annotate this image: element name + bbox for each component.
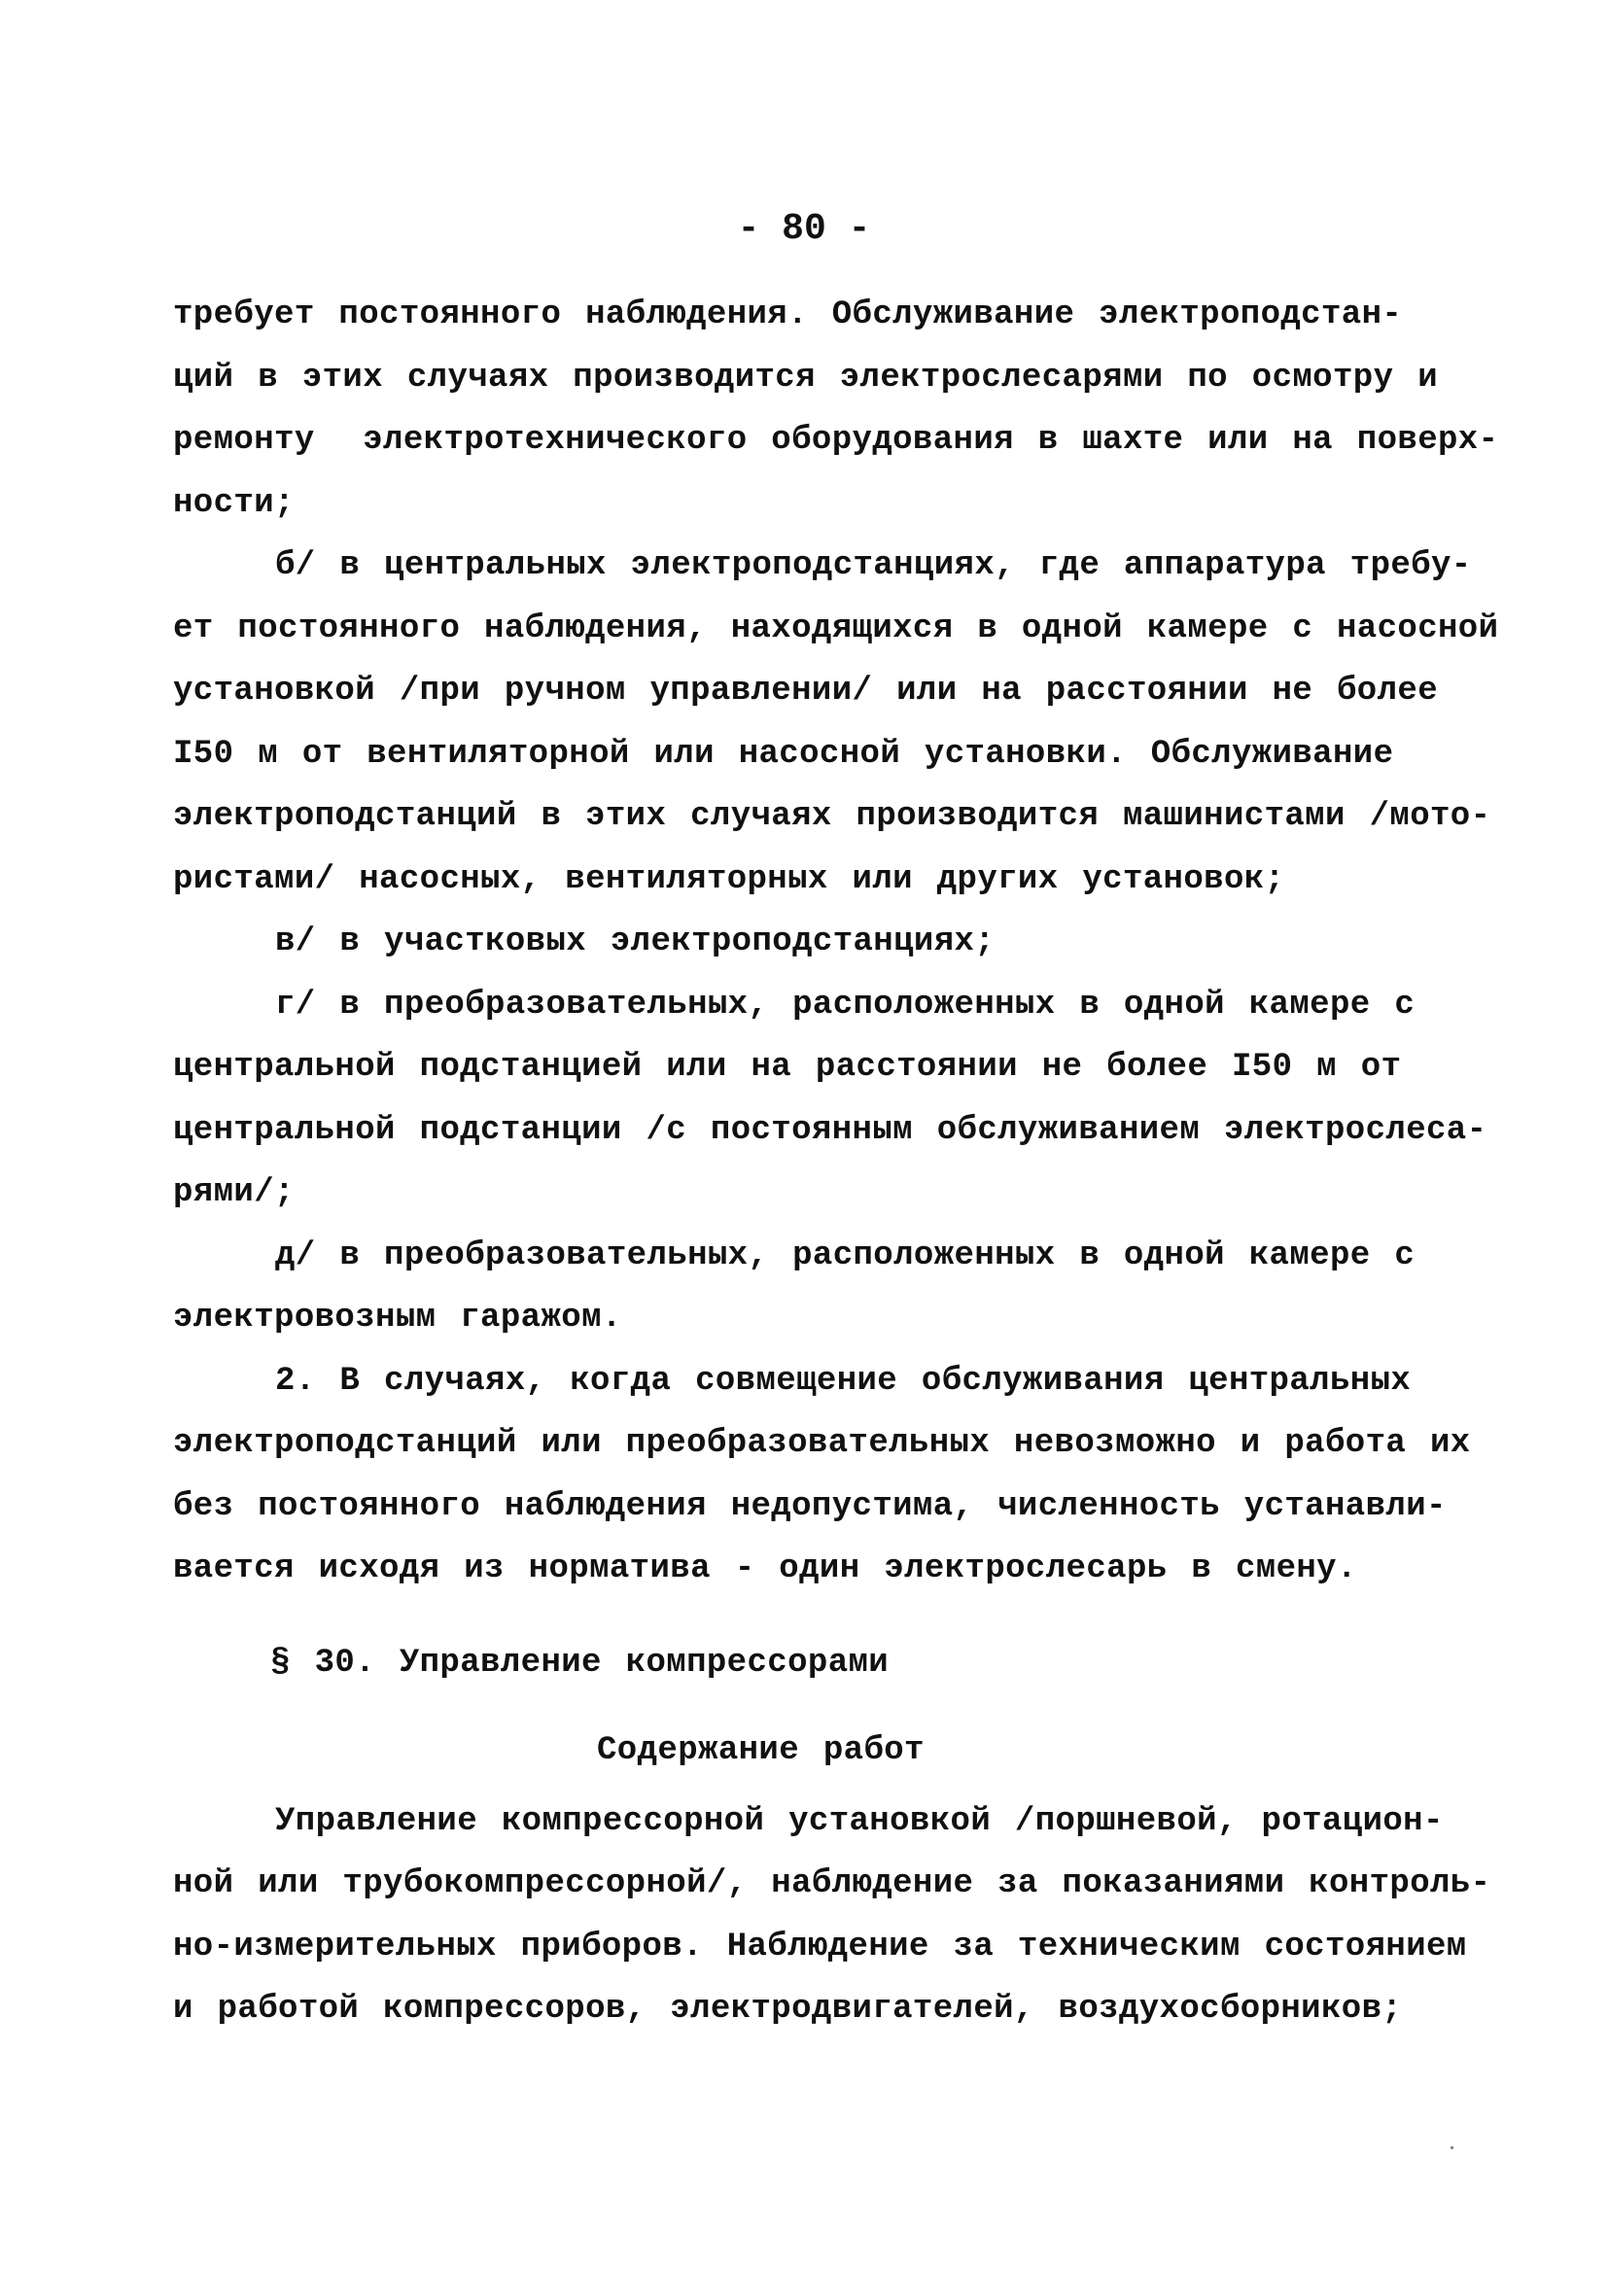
- text-line: установкой /при ручном управлении/ или на расстоянии не более: [173, 673, 1439, 710]
- text-line: ной или трубокомпрессорной/, наблюдение за показаниями контроль-: [173, 1865, 1491, 1902]
- sub-heading: Содержание работ: [597, 1732, 925, 1769]
- text-line: без постоянного наблюдения недопустима, численность устанавли-: [173, 1487, 1447, 1525]
- paragraph-2: 2. В случаях, когда совмещение обслуживания центральных: [275, 1362, 1412, 1400]
- section-paragraph: Управление компрессорной установкой /поршневой, ротацион-: [275, 1802, 1444, 1840]
- list-item-b: б/ в центральных электроподстанциях, где аппаратура требу-: [275, 547, 1472, 584]
- list-item-v: в/ в участковых электроподстанциях;: [275, 923, 996, 960]
- text-line: ристами/ насосных, вентиляторных или других установок;: [173, 860, 1285, 898]
- text-line: рями/;: [173, 1174, 295, 1211]
- text-line: электровозным гаражом.: [173, 1300, 622, 1337]
- section-heading: § 30. Управление компрессорами: [270, 1644, 890, 1682]
- text-line: и работой компрессоров, электродвигателей, воздухосборников;: [173, 1991, 1403, 2028]
- list-item-d: д/ в преобразовательных, расположенных в одной камере с: [275, 1236, 1416, 1274]
- text-line: ности;: [173, 484, 295, 522]
- text-line: ремонту электротехнического оборудования в шахте или на поверх-: [173, 422, 1499, 459]
- page-number: - 80 -: [737, 208, 871, 250]
- text-line: центральной подстанции /с постоянным обслуживанием электрослеса-: [173, 1111, 1487, 1149]
- scan-speck: [1451, 2146, 1453, 2149]
- text-line: ций в этих случаях производится электрослесарями по осмотру и: [173, 359, 1439, 397]
- text-line: электроподстанций или преобразовательных невозможно и работа их: [173, 1425, 1471, 1462]
- text-line: вается исходя из норматива - один электрослесарь в смену.: [173, 1550, 1357, 1587]
- text-line: электроподстанций в этих случаях производится машинистами /мото-: [173, 798, 1491, 835]
- text-line: но-измерительных приборов. Наблюдение за техническим состоянием: [173, 1928, 1467, 1966]
- text-line: центральной подстанцией или на расстоянии не более I50 м от: [173, 1049, 1402, 1086]
- body-text: [173, 284, 1499, 2041]
- text-line: ет постоянного наблюдения, находящихся в одной камере с насосной: [173, 609, 1499, 647]
- text-line: I50 м от вентиляторной или насосной установки. Обслуживание: [173, 735, 1394, 773]
- text-line: требует постоянного наблюдения. Обслуживание электроподстан-: [173, 296, 1403, 333]
- list-item-g: г/ в преобразовательных, расположенных в одной камере с: [275, 986, 1416, 1024]
